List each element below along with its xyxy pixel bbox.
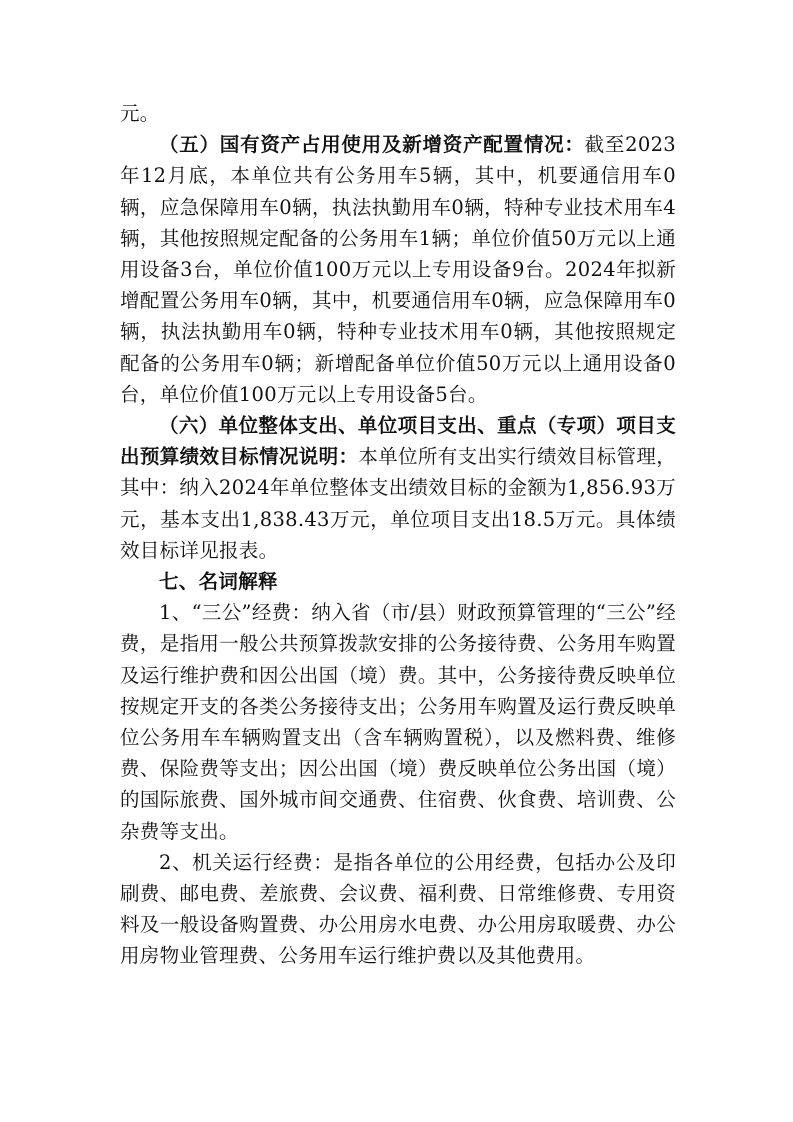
section-6-body: 本单位所有支出实行绩效目标管理，其中：纳入2024年单位整体支出绩效目标的金额为1,856.93万元，基本支出1,838.43万元，单位项目支出18.5万元。具体绩效目标详见报表。	[120, 445, 676, 562]
section-5-body: 截至2023年12月底，本单位共有公务用车5辆，其中，机要通信用车0辆，应急保障用车0辆，执法执勤用车0辆，特种专业技术用车4辆，其他按照规定配备的公务用车1辆；单位价值50万元以上通用设备3台，单位价值100万元以上专用设备9台。2024年拟新增配置公务用车0辆，其中，机要通信用车0辆，应急保障用车0辆，执法执勤用车0辆，特种专业技术用车0辆，其他按照规定配备的公务用车0辆；新增配备单位价值50万元以上通用设备0台，单位价值100万元以上专用设备5台。	[120, 133, 676, 406]
section-7-title: 七、名词解释	[159, 570, 278, 594]
section-6-heading: （六）单位整体支出、单位项目支出、重点（专项）项目支出预算绩效目标情况说明：	[120, 414, 676, 469]
continuation-text: 元。	[120, 102, 160, 125]
section-6-paragraph	[120, 410, 676, 566]
document-page	[120, 98, 676, 972]
term-definition-2: 2、机关运行经费：是指各单位的公用经费，包括办公及印刷费、邮电费、差旅费、会议费、福利费、日常维修费、专用资料及一般设备购置费、办公用房水电费、办公用房取暖费、办公用房物业管理费、公务用车运行维护费以及其他费用。	[120, 850, 676, 968]
section-5-paragraph	[120, 129, 676, 410]
term-definition-1: 1、“三公”经费：纳入省（市/县）财政预算管理的“三公”经费，是指用一般公共预算拨款安排的公务接待费、公务用车购置及运行维护费和因公出国（境）费。其中，公务接待费反映单位按规定开支的各类公务接待支出；公务用车购置及运行费反映单位公务用车车辆购置支出（含车辆购置税），以及燃料费、维修费、保险费等支出；因公出国（境）费反映单位公务出国（境）的国际旅费、国外城市间交通费、住宿费、伙食费、培训费、公杂费等支出。	[120, 601, 676, 843]
section-5-heading: （五）国有资产占用使用及新增资产配置情况：	[159, 133, 585, 157]
